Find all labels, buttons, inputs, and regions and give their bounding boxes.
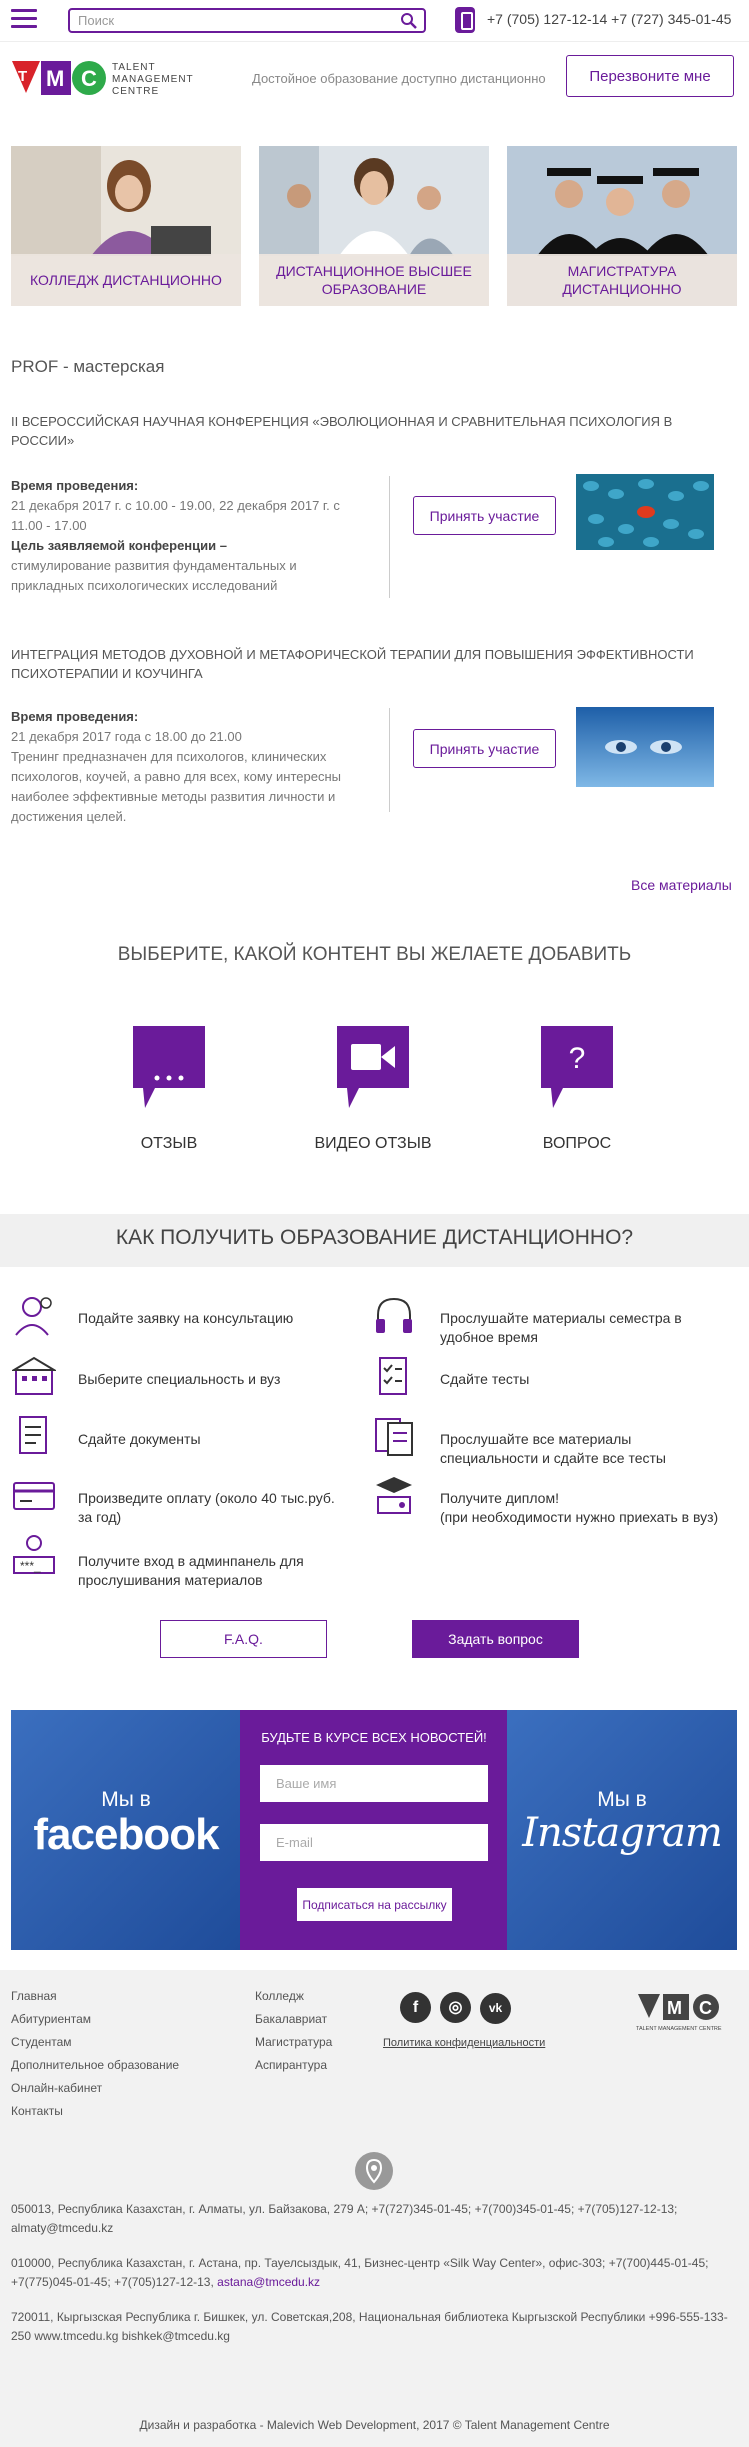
svg-text:M: M	[46, 66, 65, 91]
footer-link[interactable]: Абитуриентам	[11, 2012, 92, 2026]
video-camera-icon	[337, 1026, 409, 1108]
footer-link[interactable]: Онлайн-кабинет	[11, 2081, 103, 2095]
time-label: Время проведения:	[11, 709, 139, 724]
event-body	[11, 707, 371, 827]
menu-icon[interactable]	[11, 9, 37, 31]
choose-title: ВЫБЕРИТЕ, КАКОЙ КОНТЕНТ ВЫ ЖЕЛАЕТЕ ДОБАВИТЬ	[117, 944, 632, 965]
payment-icon	[12, 1473, 56, 1517]
facebook-icon[interactable]: f	[400, 1992, 431, 2023]
all-materials-link[interactable]: Все материалы	[631, 877, 732, 893]
step-item: Прослушайте все материалы специальности и сдайте все тесты	[440, 1431, 666, 1466]
step-item: Произведите оплату (около 40 тыс.руб. за год)	[78, 1490, 335, 1525]
banner-prefix: Мы в	[597, 1788, 647, 1811]
search-input[interactable]	[78, 10, 398, 30]
svg-text:M: M	[667, 1998, 682, 2018]
copyright: Дизайн и разработка - Malevich Web Development, 2017 © Talent Management Centre	[139, 2418, 610, 2432]
footer-link[interactable]: Аспирантура	[255, 2058, 328, 2072]
footer-link[interactable]: Дополнительное образование	[11, 2058, 180, 2072]
top-bar	[0, 0, 749, 42]
footer-link[interactable]: Бакалавриат	[255, 2012, 328, 2026]
phone-numbers[interactable]: +7 (705) 127-12-14 +7 (727) 345-01-45	[487, 11, 732, 27]
newsletter-form	[240, 1710, 508, 1950]
instagram-wordmark: Instagram	[522, 1810, 722, 1856]
choice-label: ОТЗЫВ	[140, 1135, 198, 1152]
time-label: Время проведения:	[11, 478, 139, 493]
address-bishkek: 720011, Кыргызская Республика г. Бишкек, ул. Советская,208, Национальная библиотека Кыргызской Республики +996-555-133-250 www.tmcedu.kg bishkek@tmcedu.kg	[11, 2310, 728, 2343]
svg-text:?: ?	[568, 1042, 586, 1075]
tmc-logo[interactable]	[12, 59, 232, 99]
admin-login-icon	[12, 1533, 56, 1577]
question-icon	[541, 1026, 613, 1108]
all-materials-icon	[372, 1413, 416, 1457]
comment-dots-icon	[133, 1026, 205, 1108]
join-button[interactable]: Принять участие	[413, 729, 556, 768]
test-icon	[372, 1354, 416, 1398]
join-button[interactable]: Принять участие	[413, 496, 556, 535]
instagram-banner[interactable]	[507, 1710, 737, 1950]
vk-icon[interactable]: vk	[480, 1993, 511, 2024]
name-input[interactable]	[260, 1765, 488, 1802]
address-astana	[11, 2254, 736, 2292]
card-masters[interactable]	[507, 146, 737, 306]
address-text: 010000, Республика Казахстан, г. Астана, пр. Тауелсыздык, 41, Бизнес-центр «Silk Way Center», офис-303; +7(700)445-01-45; +7(775)045-01-45; +7(705)127-12-13,	[11, 2256, 709, 2289]
step-item: Сдайте тесты	[440, 1371, 530, 1387]
choice-label: ВОПРОС	[542, 1135, 612, 1152]
section-title: PROF - мастерская	[11, 357, 165, 376]
choice-video-review[interactable]	[293, 1026, 453, 1153]
card-label: КОЛЛЕДЖ ДИСТАНЦИОННО	[11, 254, 241, 306]
location-pin-icon	[355, 2152, 393, 2190]
event-goal: стимулирование развития фундаментальных и прикладных психологических исследований	[11, 558, 297, 593]
search-icon[interactable]	[400, 12, 418, 30]
footer-logo-caption: TALENT MANAGEMENT CENTRE	[636, 2026, 722, 2032]
event-image	[576, 474, 714, 550]
step-item: Выберите специальность и вуз	[78, 1371, 281, 1387]
diploma-icon	[372, 1473, 416, 1517]
card-label: МАГИСТРАТУРА ДИСТАНЦИОННО	[507, 254, 737, 306]
instagram-icon[interactable]: ◎	[440, 1992, 471, 2023]
choice-review[interactable]	[89, 1026, 249, 1153]
search-box	[68, 8, 426, 33]
callback-button[interactable]: Перезвоните мне	[566, 55, 734, 97]
university-icon	[12, 1354, 56, 1398]
facebook-wordmark: facebook	[33, 1810, 219, 1859]
footer-link[interactable]: Студентам	[11, 2035, 72, 2049]
choice-question[interactable]	[497, 1026, 657, 1153]
newsletter-title: БУДЬТЕ В КУРСЕ ВСЕХ НОВОСТЕЙ!	[261, 1730, 487, 1745]
facebook-banner[interactable]	[11, 1710, 241, 1950]
divider	[389, 476, 390, 598]
event-title[interactable]: ИНТЕГРАЦИЯ МЕТОДОВ ДУХОВНОЙ И МЕТАФОРИЧЕСКОЙ ТЕРАПИИ ДЛЯ ПОВЫШЕНИЯ ЭФФЕКТИВНОСТИ ПСИХОТЕРАПИИ И КОУЧИНГА	[11, 647, 694, 681]
svg-text:CENTRE: CENTRE	[112, 86, 160, 97]
phone-icon	[455, 7, 475, 33]
footer-nav-col2	[255, 1985, 332, 2077]
headphones-icon	[372, 1293, 416, 1337]
faq-button[interactable]: F.A.Q.	[160, 1620, 327, 1658]
goal-label: Цель заявляемой конференции –	[11, 538, 227, 553]
card-college[interactable]	[11, 146, 241, 306]
step-item: Получите диплом! (при необходимости нужно приехать в вуз)	[440, 1490, 719, 1525]
tagline: Достойное образование доступно дистанционно	[252, 71, 546, 86]
event-time: 21 декабря 2017 г. с 10.00 - 19.00, 22 декабря 2017 г. с 11.00 - 17.00	[11, 498, 340, 533]
how-title: КАК ПОЛУЧИТЬ ОБРАЗОВАНИЕ ДИСТАНЦИОННО?	[115, 1226, 634, 1249]
svg-text:TALENT: TALENT	[112, 62, 156, 73]
step-item: Подайте заявку на консультацию	[78, 1310, 294, 1326]
svg-text:C: C	[81, 66, 97, 91]
social-icons	[400, 1992, 520, 2024]
footer-logo[interactable]	[636, 1990, 736, 2034]
svg-text:C: C	[699, 1998, 712, 2018]
svg-text:MANAGEMENT: MANAGEMENT	[112, 74, 194, 85]
event-time: 21 декабря 2017 года с 18.00 до 21.00	[11, 729, 242, 744]
divider	[389, 708, 390, 812]
consultation-icon	[12, 1293, 56, 1337]
event-description: Тренинг предназначен для психологов, клинических психологов, коучей, а равно для всех, кому интересны наиболее эффективные методы развития личности и достижения целей.	[11, 749, 341, 824]
event-title[interactable]: II ВСЕРОССИЙСКАЯ НАУЧНАЯ КОНФЕРЕНЦИЯ «ЭВОЛЮЦИОННАЯ И СРАВНИТЕЛЬНАЯ ПСИХОЛОГИЯ В РОССИИ»	[11, 414, 673, 448]
banner-prefix: Мы в	[101, 1788, 151, 1811]
card-label: ДИСТАНЦИОННОЕ ВЫСШЕЕ ОБРАЗОВАНИЕ	[259, 254, 489, 306]
footer-link[interactable]: Магистратура	[255, 2035, 333, 2049]
event-image	[576, 707, 714, 787]
subscribe-button[interactable]: Подписаться на рассылку	[297, 1888, 452, 1921]
choice-label: ВИДЕО ОТЗЫВ	[314, 1135, 432, 1152]
footer-nav-col1	[11, 1985, 179, 2123]
step-item: Получите вход в админпанель для прослушивания материалов	[78, 1553, 304, 1588]
documents-icon	[12, 1413, 56, 1457]
footer-link[interactable]: Главная	[11, 1989, 57, 2003]
step-item: Сдайте документы	[78, 1431, 201, 1447]
email-link[interactable]: astana@tmcedu.kz	[217, 2275, 321, 2289]
footer-link[interactable]: Контакты	[11, 2104, 63, 2118]
address-almaty: 050013, Республика Казахстан, г. Алматы, ул. Байзакова, 279 А; +7(727)345-01-45; +7(700)345-01-45; +7(705)127-12-13; almaty@tmcedu.kz	[11, 2202, 678, 2235]
svg-text:***_: ***_	[20, 1559, 41, 1573]
card-university[interactable]	[259, 146, 489, 306]
svg-text:T: T	[18, 68, 28, 85]
privacy-link[interactable]: Политика конфиденциальности	[383, 2037, 546, 2049]
ask-question-button[interactable]: Задать вопрос	[412, 1620, 579, 1658]
email-input[interactable]	[260, 1824, 488, 1861]
step-item: Прослушайте материалы семестра в удобное время	[440, 1310, 682, 1345]
footer-link[interactable]: Колледж	[255, 1989, 304, 2003]
event-body	[11, 476, 371, 596]
